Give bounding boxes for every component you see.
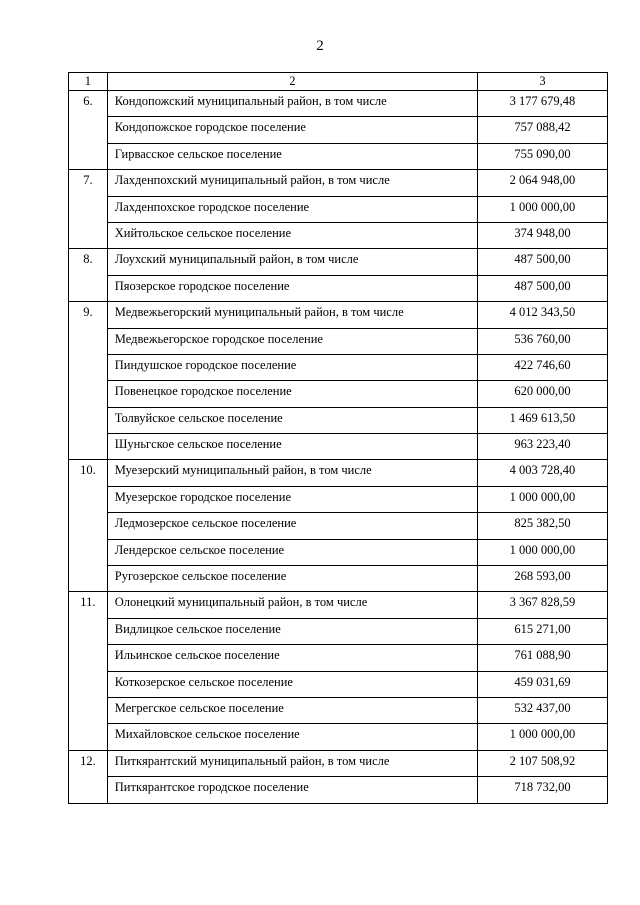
amount-value: 615 271,00 [477,618,607,644]
municipality-name: Кондопожский муниципальный район, в том числе [107,91,477,117]
page-number: 2 [316,38,324,54]
municipality-name: Питкярантское городское поселение [107,777,477,803]
amount-value: 4 003 728,40 [477,460,607,486]
municipality-name: Ледмозерское сельское поселение [107,513,477,539]
amount-value: 755 090,00 [477,143,607,169]
amount-value: 374 948,00 [477,222,607,248]
row-number: 12. [69,750,108,803]
municipality-name: Муезерский муниципальный район, в том числе [107,460,477,486]
amount-value: 3 177 679,48 [477,91,607,117]
table-row [69,460,608,486]
amount-value: 268 593,00 [477,566,607,592]
municipality-name: Шуньгское сельское поселение [107,434,477,460]
municipality-name: Мегрегское сельское поселение [107,697,477,723]
municipality-name: Гирвасское сельское поселение [107,143,477,169]
row-number: 7. [69,170,108,249]
table-row [69,328,608,354]
table-row [69,750,608,776]
header-col-1: 1 [69,73,108,91]
amount-value: 487 500,00 [477,275,607,301]
table-row [69,513,608,539]
amount-value: 1 000 000,00 [477,196,607,222]
municipality-name: Кондопожское городское поселение [107,117,477,143]
allocation-table [68,72,608,804]
municipality-name: Повенецкое городское поселение [107,381,477,407]
table-row [69,697,608,723]
amount-value: 963 223,40 [477,434,607,460]
table-row [69,671,608,697]
amount-value: 825 382,50 [477,513,607,539]
amount-value: 718 732,00 [477,777,607,803]
municipality-name: Коткозерское сельское поселение [107,671,477,697]
table-row [69,275,608,301]
municipality-name: Михайловское сельское поселение [107,724,477,750]
municipality-name: Муезерское городское поселение [107,486,477,512]
amount-value: 1 000 000,00 [477,486,607,512]
table-row [69,777,608,803]
table-row [69,354,608,380]
municipality-name: Пяозерское городское поселение [107,275,477,301]
table-body [69,73,608,804]
amount-value: 459 031,69 [477,671,607,697]
municipality-name: Хийтольское сельское поселение [107,222,477,248]
amount-value: 2 064 948,00 [477,170,607,196]
table-row [69,143,608,169]
table-row [69,170,608,196]
amount-value: 620 000,00 [477,381,607,407]
amount-value: 422 746,60 [477,354,607,380]
table-row [69,592,608,618]
table-row [69,117,608,143]
table-row [69,618,608,644]
amount-value: 757 088,42 [477,117,607,143]
municipality-name: Ругозерское сельское поселение [107,566,477,592]
table-row [69,486,608,512]
municipality-name: Толвуйское сельское поселение [107,407,477,433]
table-row [69,381,608,407]
row-number: 9. [69,302,108,460]
amount-value: 4 012 343,50 [477,302,607,328]
amount-value: 1 000 000,00 [477,539,607,565]
municipality-name: Пиндушское городское поселение [107,354,477,380]
header-col-3: 3 [477,73,607,91]
table-row [69,539,608,565]
amount-value: 487 500,00 [477,249,607,275]
municipality-name: Олонецкий муниципальный район, в том числе [107,592,477,618]
table-row [69,566,608,592]
municipality-name: Медвежьегорский муниципальный район, в том числе [107,302,477,328]
table-row [69,645,608,671]
table-row [69,434,608,460]
municipality-name: Лоухский муниципальный район, в том числе [107,249,477,275]
table-header-row [69,73,608,91]
amount-value: 536 760,00 [477,328,607,354]
amount-value: 761 088,90 [477,645,607,671]
amount-value: 3 367 828,59 [477,592,607,618]
table-row [69,302,608,328]
amount-value: 2 107 508,92 [477,750,607,776]
header-col-2: 2 [107,73,477,91]
amount-value: 1 469 613,50 [477,407,607,433]
municipality-name: Медвежьегорское городское поселение [107,328,477,354]
table-row [69,222,608,248]
municipality-name: Видлицкое сельское поселение [107,618,477,644]
municipality-name: Ильинское сельское поселение [107,645,477,671]
table-row [69,724,608,750]
municipality-name: Питкярантский муниципальный район, в том числе [107,750,477,776]
row-number: 11. [69,592,108,750]
row-number: 8. [69,249,108,302]
amount-value: 1 000 000,00 [477,724,607,750]
table-row [69,407,608,433]
table-row [69,196,608,222]
row-number: 6. [69,91,108,170]
municipality-name: Лахденпохский муниципальный район, в том числе [107,170,477,196]
table-row [69,91,608,117]
municipality-name: Лахденпохское городское поселение [107,196,477,222]
row-number: 10. [69,460,108,592]
table-row [69,249,608,275]
amount-value: 532 437,00 [477,697,607,723]
municipality-name: Лендерское сельское поселение [107,539,477,565]
